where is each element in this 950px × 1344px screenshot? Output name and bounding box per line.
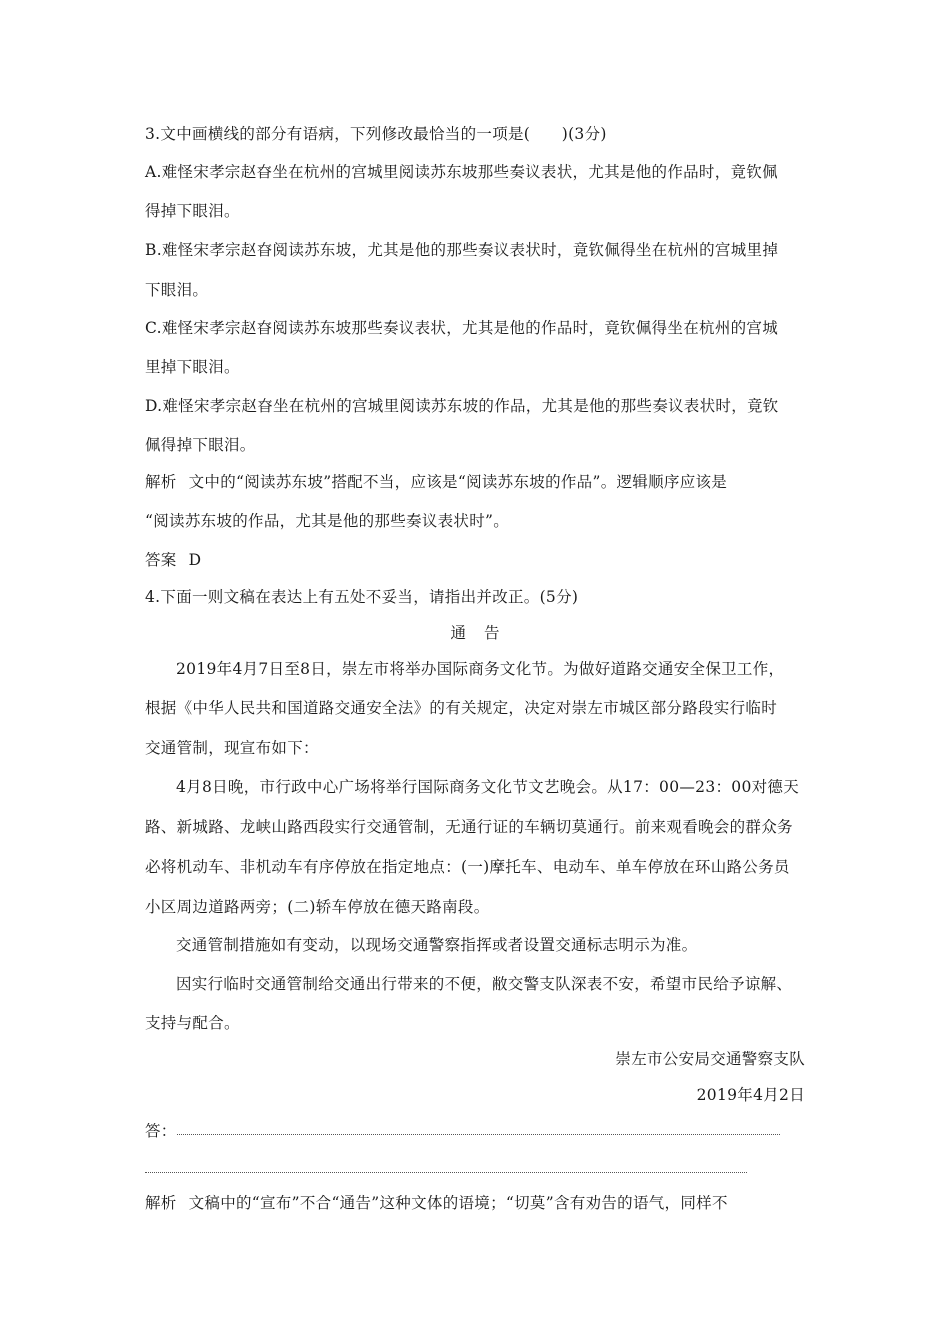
q4-analysis-label: 解析 [145, 1194, 177, 1212]
q3-analysis-line1 [145, 472, 727, 492]
answer-blank-line-2[interactable] [145, 1172, 747, 1173]
q3-analysis-label: 解析 [145, 473, 177, 491]
notice-p1-line3: 交通管制，现宣布如下： [145, 739, 319, 757]
notice-date: 2019年4月2日 [696, 1086, 805, 1104]
q4-stem: 4.下面一则文稿在表达上有五处不妥当，请指出并改正。(5分) [145, 588, 579, 606]
notice-p2-line2: 路、新城路、龙峡山路西段实行交通管制，无通行证的车辆切莫通行。前来观看晚会的群众务 [145, 818, 793, 836]
q3-option-b-line1: B.难怪宋孝宗赵昚阅读苏东坡，尤其是他的那些奏议表状时，竟钦佩得坐在杭州的宫城里掉 [145, 241, 779, 259]
notice-title [0, 623, 950, 643]
q3-answer [145, 550, 201, 570]
notice-p4-line2: 支持与配合。 [145, 1014, 240, 1032]
q3-stem: 3.文中画横线的部分有语病，下列修改最恰当的一项是( )(3分) [145, 125, 607, 143]
q4-answer-label: 答： [145, 1122, 177, 1140]
notice-p1-line1: 2019年4月7日至8日，崇左市将举办国际商务文化节。为做好道路交通安全保卫工作， [176, 660, 785, 678]
notice-p3: 交通管制措施如有变动，以现场交通警察指挥或者设置交通标志明示为准。 [176, 936, 698, 954]
q3-answer-label: 答案 [145, 551, 177, 569]
notice-p2-line4: 小区周边道路两旁；(二)轿车停放在德天路南段。 [145, 898, 490, 916]
notice-title-text: 通告 [450, 624, 518, 642]
q3-option-a-line1: A.难怪宋孝宗赵昚坐在杭州的宫城里阅读苏东坡那些奏议表状，尤其是他的作品时，竟钦佩 [145, 163, 778, 181]
q3-option-c-line2: 里掉下眼泪。 [145, 358, 240, 376]
q4-analysis-text: 文稿中的“宣布”不合“通告”这种文体的语境；“切莫”含有劝告的语气，同样不 [188, 1194, 728, 1212]
q3-option-d-line2: 佩得掉下眼泪。 [145, 436, 256, 454]
notice-p4-line1: 因实行临时交通管制给交通出行带来的不便，敝交警支队深表不安，希望市民给予谅解、 [176, 975, 793, 993]
q3-analysis-line2: “阅读苏东坡的作品，尤其是他的那些奏议表状时”。 [145, 512, 510, 530]
q3-answer-value: D [188, 551, 202, 569]
q3-option-a-line2: 得掉下眼泪。 [145, 202, 240, 220]
notice-signature: 崇左市公安局交通警察支队 [615, 1050, 805, 1068]
notice-p1-line2: 根据《中华人民共和国道路交通安全法》的有关规定，决定对崇左市城区部分路段实行临时 [145, 699, 778, 717]
q3-option-c-line1: C.难怪宋孝宗赵昚阅读苏东坡那些奏议表状，尤其是他的作品时，竟钦佩得坐在杭州的宫城 [145, 319, 779, 337]
q3-option-d-line1: D.难怪宋孝宗赵昚坐在杭州的宫城里阅读苏东坡的作品，尤其是他的那些奏议表状时，竟钦 [145, 397, 779, 415]
notice-p2-line3: 必将机动车、非机动车有序停放在指定地点：(一)摩托车、电动车、单车停放在环山路公务员 [145, 858, 790, 876]
answer-blank-line-1[interactable] [177, 1134, 780, 1135]
q3-analysis-text-1: 文中的“阅读苏东坡”搭配不当，应该是“阅读苏东坡的作品”。逻辑顺序应该是 [188, 473, 728, 491]
notice-p2-line1: 4月8日晚，市行政中心广场将举行国际商务文化节文艺晚会。从17：00—23：00对德天 [176, 778, 800, 796]
q4-analysis-line1 [145, 1193, 728, 1213]
q3-option-b-line2: 下眼泪。 [145, 281, 209, 299]
